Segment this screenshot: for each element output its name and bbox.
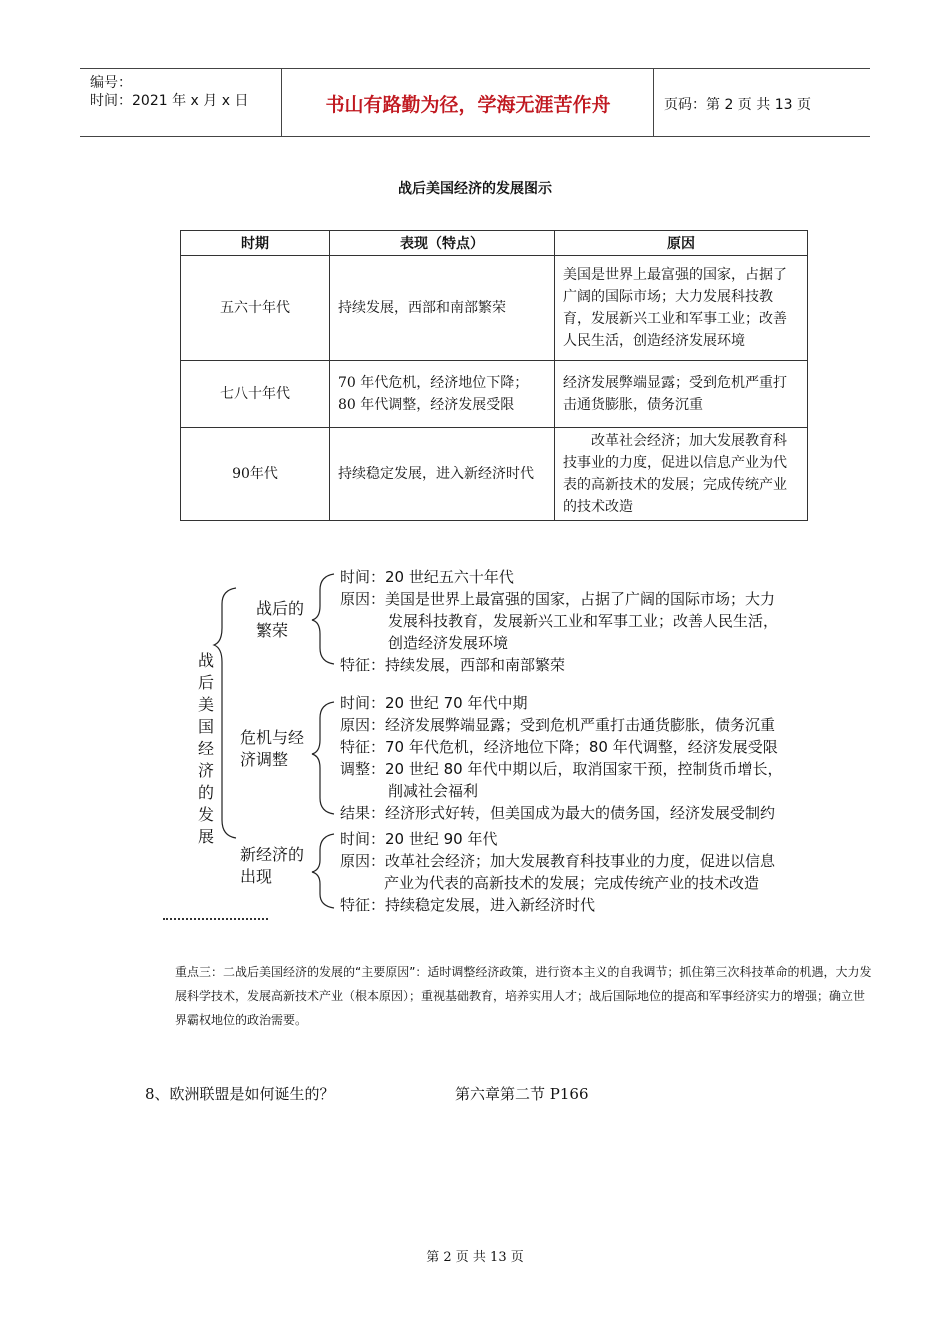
- section-brace: [312, 574, 334, 664]
- table-cell-period: 五六十年代: [181, 256, 330, 361]
- cropped-text-fragment: [163, 918, 268, 924]
- table-header: 时期: [181, 231, 330, 256]
- detail-line: 创造经济发展环境: [388, 634, 509, 652]
- table-cell-feature: 持续发展，西部和南部繁荣: [330, 256, 555, 361]
- section-label-new-economy: [240, 844, 304, 888]
- detail-line: 结果：经济形式好转，但美国成为最大的债务国，经济发展受制约: [340, 804, 776, 822]
- table-cell-period: 90年代: [181, 428, 330, 521]
- section-brace: [312, 702, 334, 814]
- doc-number-label: 编号：: [90, 75, 132, 91]
- header-page-info: 页码：第 2 页 共 13 页: [664, 97, 811, 113]
- diagram-main-title: 战后美国经济的发展: [197, 651, 214, 846]
- detail-line: 原因：改革社会经济；加大发展教育科技事业的力度，促进以信息: [340, 852, 776, 870]
- question-reference: 第六章第二节 P166: [455, 1085, 589, 1103]
- key-point-note: 重点三：二战后美国经济的发展的“主要原因”：适时调整经济政策，进行资本主义的自我调节；抓住第三次科技革命的机遇，大力发展科学技术，发展高新技术产业（根本原因）；重视基础教育，培养实用人才；战后国际地位的提高和军事经济实力的增强；确立世界霸权地位的政治需要。: [175, 965, 872, 1027]
- detail-line: 时间：20 世纪五六十年代: [340, 568, 514, 586]
- section-brace: [312, 834, 334, 908]
- table-cell-feature: 70 年代危机，经济地位下降；80 年代调整，经济发展受限: [330, 361, 555, 428]
- table-cell-feature: 持续稳定发展，进入新经济时代: [330, 428, 555, 521]
- detail-line: 时间：20 世纪 70 年代中期: [340, 694, 528, 712]
- table-cell-period: 七八十年代: [181, 361, 330, 428]
- detail-line: 产业为代表的高新技术的发展；完成传统产业的技术改造: [384, 874, 760, 892]
- section-detail-2: [340, 692, 782, 824]
- question-8: [145, 1083, 589, 1104]
- section-label-line: 繁荣: [256, 621, 289, 640]
- table-cell-reason: 改革社会经济；加大发展教育科技事业的力度，促进以信息产业为代表的高新技术的发展；完成传统产业的技术改造: [555, 428, 808, 521]
- detail-line: 特征：持续发展，西部和南部繁荣: [340, 656, 566, 674]
- header-motto: 书山有路勤为径，学海无涯苦作舟: [325, 94, 611, 116]
- table-header: 原因: [555, 231, 808, 256]
- page-footer: 第 2 页 共 13 页: [426, 1250, 524, 1265]
- section-detail-1: [340, 566, 778, 676]
- detail-line: 原因：经济发展弊端显露；受到危机严重打击通货膨胀，债务沉重: [340, 716, 776, 734]
- table-cell-reason: 经济发展弊端显露；受到危机严重打击通货膨胀，债务沉重: [555, 361, 808, 428]
- table-header: 表现（特点）: [330, 231, 555, 256]
- section-label-line: 战后的: [256, 599, 305, 618]
- question-text: 8、欧洲联盟是如何诞生的？: [145, 1085, 335, 1103]
- section-label-line: 新经济的: [240, 845, 305, 864]
- section-detail-3: [340, 828, 775, 916]
- detail-line: 时间：20 世纪 90 年代: [340, 830, 498, 848]
- table-cell-reason: 美国是世界上最富强的国家，占据了广阔的国际市场；大力发展科技教育，发展新兴工业和军事工业；改善人民生活，创造经济发展环境: [555, 256, 808, 361]
- main-brace: [214, 588, 236, 838]
- section-label-line: 济调整: [240, 750, 289, 769]
- detail-line: 原因：美国是世界上最富强的国家，占据了广阔的国际市场；大力: [340, 590, 776, 608]
- detail-line: 特征：持续稳定发展，进入新经济时代: [340, 896, 596, 914]
- detail-line: 削减社会福利: [388, 782, 479, 800]
- section-label-line: 出现: [240, 867, 273, 886]
- doc-time-label: 时间：2021 年 x 月 x 日: [90, 93, 249, 109]
- section-label-line: 危机与经: [240, 728, 305, 747]
- detail-line: 特征：70 年代危机，经济地位下降；80 年代调整，经济发展受限: [340, 738, 778, 756]
- detail-line: 调整：20 世纪 80 年代中期以后，取消国家干预，控制货币增长，: [340, 760, 783, 778]
- section-label-crisis-adjustment: [240, 727, 304, 771]
- section-label-postwar-prosperity: [256, 598, 304, 642]
- detail-line: 发展科技教育，发展新兴工业和军事工业；改善人民生活，: [388, 612, 779, 630]
- page-title: 战后美国经济的发展图示: [398, 181, 552, 197]
